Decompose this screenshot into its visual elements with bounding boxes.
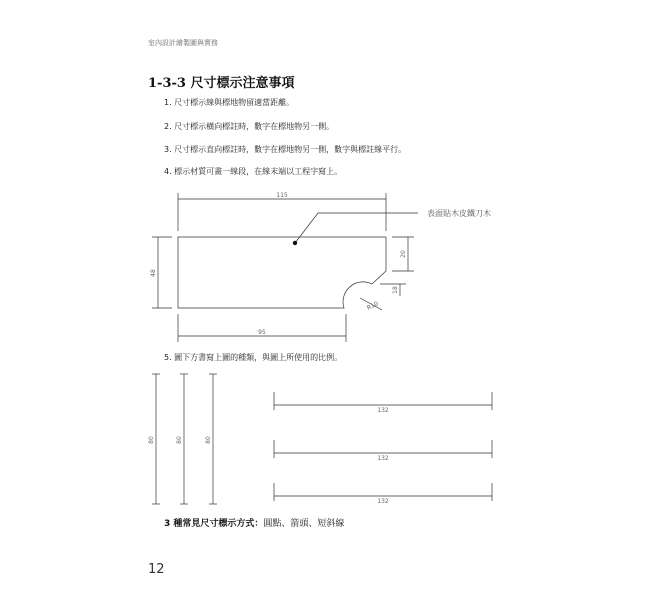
running-header: 室內設計繪製圖與實務 bbox=[148, 39, 218, 47]
figure-caption bbox=[164, 516, 344, 529]
list-item: 4. 標示材質可畫一線段，在線末端以工程字寫上。 bbox=[164, 167, 343, 176]
bottom-dimension-label: 95 bbox=[258, 329, 266, 336]
small-dimension-label: 18 bbox=[392, 286, 399, 294]
section-title: 1-3-3 尺寸標示注意事項 bbox=[148, 76, 295, 91]
caption-bold: 3 種常見尺寸標示方式： bbox=[164, 519, 264, 529]
list-item: 1. 尺寸標示線與標地物留適當距離。 bbox=[164, 98, 295, 107]
horizontal-dim-label: 132 bbox=[377, 498, 389, 505]
vertical-dim-label: 80 bbox=[176, 436, 183, 444]
right-dimension-label: 20 bbox=[400, 250, 407, 258]
list-item: 3. 尺寸標示直向標註時，數字在標地物另一側，數字與標註線平行。 bbox=[164, 145, 407, 154]
caption-rest: 圓點、箭頭、短斜線 bbox=[263, 519, 345, 529]
left-dimension-label: 48 bbox=[150, 269, 157, 277]
top-dimension-label: 115 bbox=[276, 192, 288, 199]
horizontal-dim-label: 132 bbox=[377, 407, 389, 414]
material-callout: 表面貼木皮鐵刀木 bbox=[427, 209, 491, 218]
list-item: 2. 尺寸標示橫向標註時，數字在標地物另一側。 bbox=[164, 122, 335, 131]
page-number: 12 bbox=[148, 562, 165, 577]
radius-label: R10 bbox=[365, 300, 380, 312]
vertical-dim-label: 80 bbox=[148, 436, 155, 444]
horizontal-dim-label: 132 bbox=[377, 455, 389, 462]
list-item: 5. 圖下方書寫上圖的種類，與圖上所使用的比例。 bbox=[164, 353, 343, 362]
vertical-dim-label: 80 bbox=[205, 436, 212, 444]
